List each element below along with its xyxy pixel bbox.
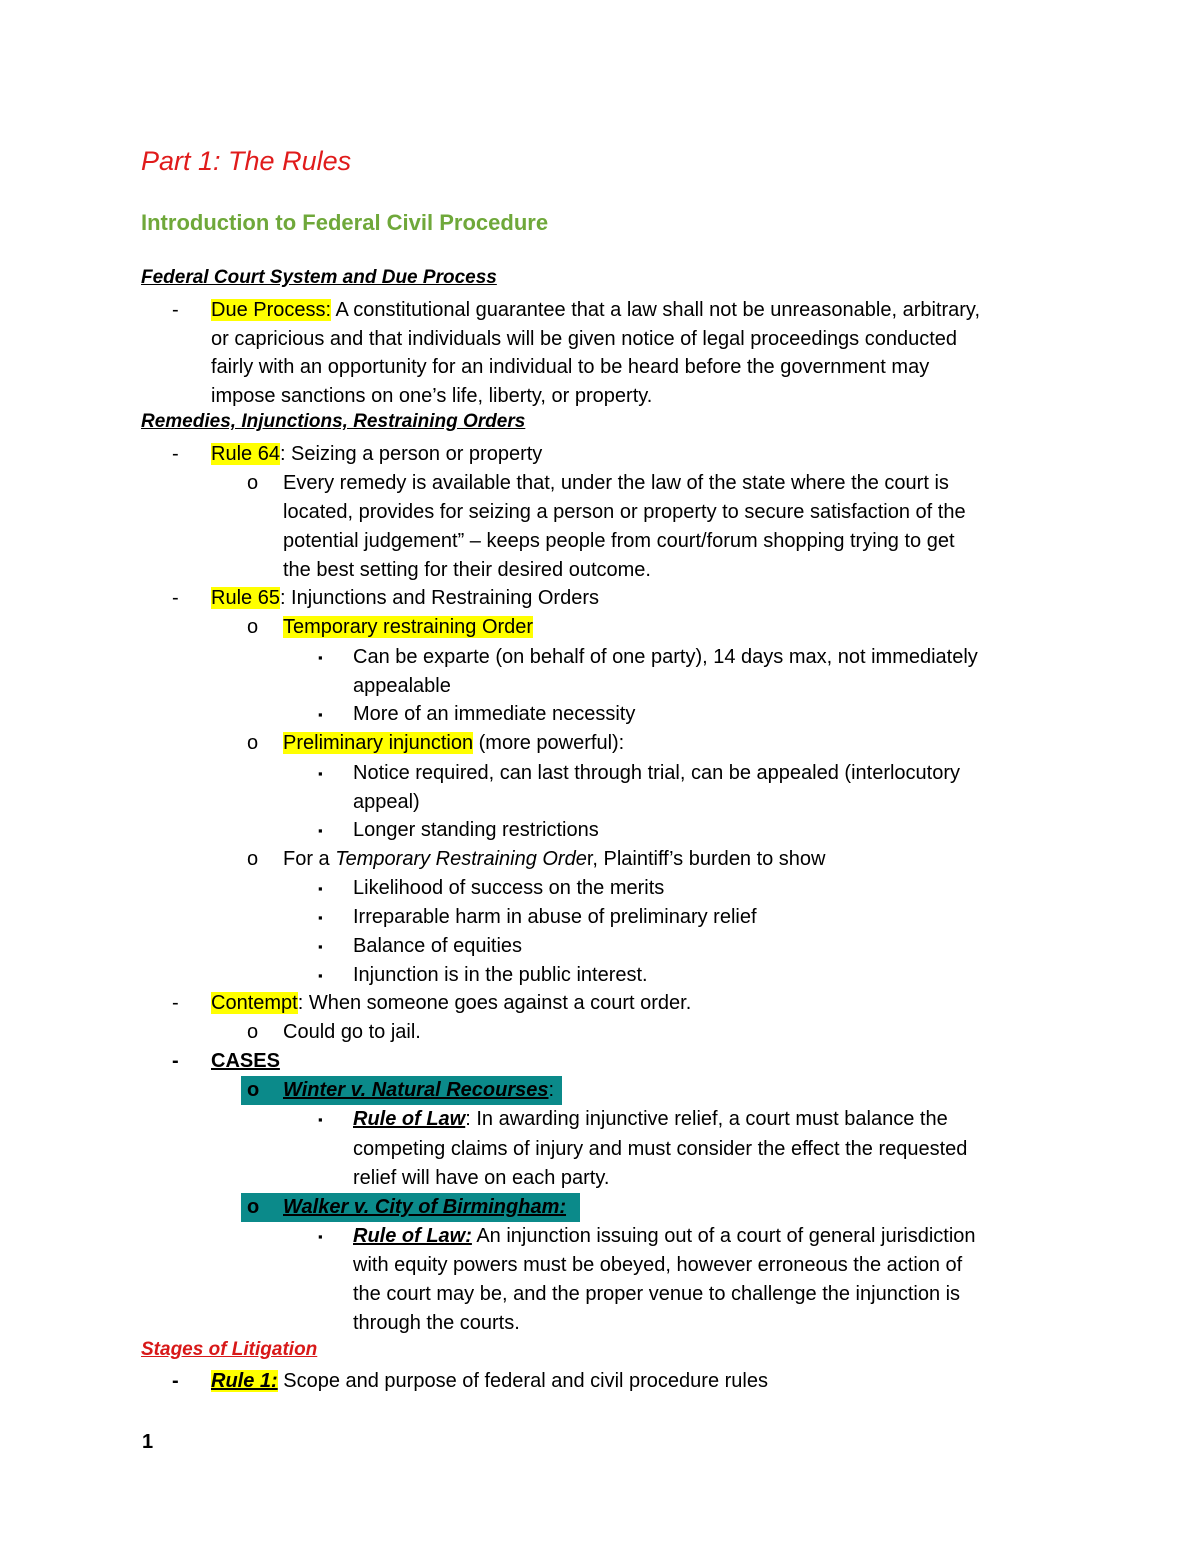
rule-of-law-text: An injunction issuing out of a court of general jurisdiction	[471, 1225, 976, 1247]
burden-post: r, Plaintiff’s burden to show	[586, 848, 826, 870]
rule-1-label: Rule 1:	[211, 1370, 278, 1392]
dash-bullet: -	[172, 1370, 179, 1392]
text-line: appeal)	[353, 791, 420, 813]
cases-label: CASES	[211, 1050, 280, 1072]
text-line: potential judgement” – keeps people from court/forum shopping trying to get	[283, 530, 955, 552]
due-process-text: A constitutional guarantee that a law shall not be unreasonable, arbitrary,	[331, 299, 980, 321]
rule-65-line	[211, 584, 599, 613]
contempt-text: : When someone goes against a court order.	[297, 992, 692, 1014]
text-line: Could go to jail.	[283, 1021, 421, 1043]
burden-line	[283, 845, 826, 874]
text-line: Every remedy is available that, under the law of the state where the court is	[283, 472, 949, 494]
dash-bullet: -	[172, 1050, 179, 1072]
square-bullet: ▪	[318, 881, 323, 896]
dash-bullet: -	[172, 299, 179, 321]
text-line: the court may be, and the proper venue to challenge the injunction is	[353, 1283, 961, 1305]
circle-bullet: o	[247, 1196, 260, 1218]
text-line: impose sanctions on one’s life, liberty, or property.	[211, 385, 653, 407]
case-walker-name: Walker v. City of Birmingham:	[283, 1196, 567, 1218]
circle-bullet: o	[247, 1079, 260, 1101]
text-line: More of an immediate necessity	[353, 703, 636, 725]
tro-line	[283, 613, 533, 642]
square-bullet: ▪	[318, 1229, 323, 1244]
rule-64-text: : Seizing a person or property	[279, 443, 543, 465]
square-bullet: ▪	[318, 707, 323, 722]
dash-bullet: -	[172, 992, 179, 1014]
circle-bullet: o	[247, 732, 259, 754]
rule-1-line	[211, 1367, 768, 1396]
case-winter-line	[283, 1076, 554, 1105]
text-line: Can be exparte (on behalf of one party), 14 days max, not immediately	[353, 646, 978, 668]
square-bullet: ▪	[318, 1112, 323, 1127]
text-line: through the courts.	[353, 1312, 520, 1334]
rule-65-label: Rule 65	[211, 587, 280, 609]
case-winter-name: Winter v. Natural Recourses	[283, 1079, 549, 1101]
rule-1-text: Scope and purpose of federal and civil procedure rules	[277, 1370, 768, 1392]
pi-text: (more powerful):	[473, 732, 625, 754]
text-line: appealable	[353, 675, 451, 697]
pi-label: Preliminary injunction	[283, 732, 474, 754]
case-winter-rule-line	[353, 1105, 948, 1134]
page-number: 1	[142, 1431, 154, 1453]
page-title: Part 1: The Rules	[141, 146, 352, 176]
text-line: fairly with an opportunity for an individual to be heard before the government may	[211, 356, 930, 378]
text-line: competing claims of injury and must consider the effect the requested	[353, 1138, 968, 1160]
rule-64-line	[211, 440, 542, 469]
text-line: Balance of equities	[353, 935, 523, 957]
burden-em: Temporary Restraining Orde	[335, 848, 587, 870]
dash-bullet: -	[172, 587, 179, 609]
circle-bullet: o	[247, 1021, 259, 1043]
rule-of-law-label: Rule of Law	[353, 1108, 466, 1130]
due-process-label: Due Process:	[211, 299, 332, 321]
text-line: Likelihood of success on the merits	[353, 877, 665, 899]
case-winter-colon: :	[548, 1079, 555, 1101]
dash-bullet: -	[172, 443, 179, 465]
text-line: the best setting for their desired outcome.	[283, 559, 651, 581]
heading-stages-of-litigation: Stages of Litigation	[141, 1339, 318, 1360]
rule-of-law-label: Rule of Law:	[353, 1225, 472, 1247]
tro-label: Temporary restraining Order	[283, 616, 534, 638]
heading-remedies: Remedies, Injunctions, Restraining Orders	[141, 411, 526, 432]
text-line: or capricious and that individuals will be given notice of legal proceedings conducted	[211, 328, 958, 350]
square-bullet: ▪	[318, 823, 323, 838]
circle-bullet: o	[247, 616, 259, 638]
due-process-line	[211, 296, 980, 325]
square-bullet: ▪	[318, 650, 323, 665]
square-bullet: ▪	[318, 766, 323, 781]
rule-64-label: Rule 64	[211, 443, 280, 465]
contempt-line	[211, 989, 691, 1018]
circle-bullet: o	[247, 848, 259, 870]
text-line: with equity powers must be obeyed, however erroneous the action of	[353, 1254, 963, 1276]
text-line: Longer standing restrictions	[353, 819, 599, 841]
text-line: Irreparable harm in abuse of preliminary relief	[353, 906, 757, 928]
text-line: located, provides for seizing a person or property to secure satisfaction of the	[283, 501, 966, 523]
square-bullet: ▪	[318, 968, 323, 983]
square-bullet: ▪	[318, 910, 323, 925]
rule-of-law-text: : In awarding injunctive relief, a court must balance the	[465, 1108, 948, 1130]
text-line: Notice required, can last through trial, can be appealed (interlocutory	[353, 762, 961, 784]
rule-65-text: : Injunctions and Restraining Orders	[279, 587, 599, 609]
square-bullet: ▪	[318, 939, 323, 954]
preliminary-injunction-line	[283, 729, 624, 758]
heading-federal-court-system: Federal Court System and Due Process	[141, 267, 497, 288]
burden-pre: For a	[283, 848, 336, 870]
circle-bullet: o	[247, 472, 259, 494]
text-line: Injunction is in the public interest.	[353, 964, 648, 986]
section-subtitle: Introduction to Federal Civil Procedure	[141, 210, 549, 235]
case-walker-rule-line	[353, 1222, 976, 1251]
text-line: relief will have on each party.	[353, 1167, 610, 1189]
contempt-label: Contempt	[211, 992, 298, 1014]
